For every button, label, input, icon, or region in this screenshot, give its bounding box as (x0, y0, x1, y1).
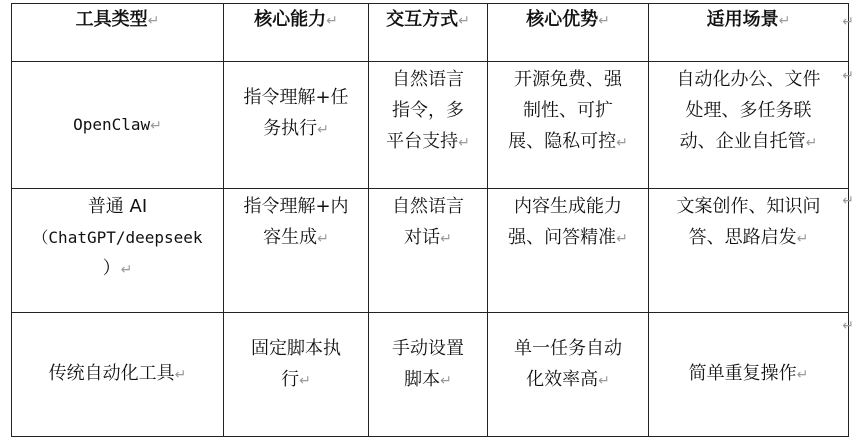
paragraph-mark: ↵ (440, 373, 452, 389)
header-cell: 核心优势↵ (488, 4, 649, 62)
header-cell: 核心能力↵ (224, 4, 369, 62)
scenario-cell: 自动化办公、文件 处理、多任务联 动、企业自托管↵ (649, 62, 849, 189)
paragraph-mark: ↵ (326, 13, 338, 29)
table-row (12, 62, 849, 189)
advantage-cell: 内容生成能力 强、问答精准↵ (488, 189, 649, 313)
header-cell: 适用场景↵ (649, 4, 849, 62)
interaction-cell: 自然语言 对话↵ (369, 189, 488, 313)
scenario-cell: 简单重复操作↵ (649, 313, 849, 437)
interaction-cell: 手动设置 脚本↵ (369, 313, 488, 437)
row-end-mark: ↵ (842, 318, 854, 334)
table-row (12, 189, 849, 313)
paragraph-mark: ↵ (317, 122, 329, 138)
paragraph-mark: ↵ (796, 231, 809, 247)
paragraph-mark: ↵ (299, 373, 311, 389)
paragraph-mark: ↵ (440, 231, 452, 247)
paragraph-mark: ↵ (174, 367, 187, 383)
core-ability-cell: 指令理解+任 务执行↵ (224, 62, 369, 189)
interaction-cell: 自然语言 指令，多 平台支持↵ (369, 62, 488, 189)
paragraph-mark: ↵ (778, 13, 791, 29)
paragraph-mark: ↵ (805, 135, 818, 151)
paragraph-mark: ↵ (598, 373, 610, 389)
table-header-row (12, 4, 849, 62)
row-end-mark: ↵ (842, 14, 854, 30)
advantage-cell: 单一任务自动 化效率高↵ (488, 313, 649, 437)
scenario-cell: 文案创作、知识问 答、思路启发↵ (649, 189, 849, 313)
paragraph-mark: ↵ (616, 135, 628, 151)
header-cell: 工具类型↵ (12, 4, 224, 62)
row-end-mark: ↵ (842, 193, 854, 209)
core-ability-cell: 指令理解+内 容生成↵ (224, 189, 369, 313)
header-cell: 交互方式↵ (369, 4, 488, 62)
paragraph-mark: ↵ (598, 13, 610, 29)
tool-type-cell: 普通 AI （ChatGPT/deepseek ）↵ (12, 189, 224, 313)
paragraph-mark: ↵ (458, 13, 470, 29)
paragraph-mark: ↵ (147, 13, 160, 29)
paragraph-mark: ↵ (317, 231, 329, 247)
row-end-mark: ↵ (842, 68, 854, 84)
paragraph-mark: ↵ (616, 231, 628, 247)
paragraph-mark: ↵ (458, 135, 470, 151)
core-ability-cell: 固定脚本执 行↵ (224, 313, 369, 437)
tool-type-cell: OpenClaw↵ (12, 62, 224, 189)
tool-type-cell: 传统自动化工具↵ (12, 313, 224, 437)
table-row (12, 313, 849, 437)
advantage-cell: 开源免费、强 制性、可扩 展、隐私可控↵ (488, 62, 649, 189)
paragraph-mark: ↵ (120, 262, 133, 278)
comparison-table (11, 3, 849, 437)
paragraph-mark: ↵ (150, 117, 162, 134)
paragraph-mark: ↵ (796, 367, 809, 383)
